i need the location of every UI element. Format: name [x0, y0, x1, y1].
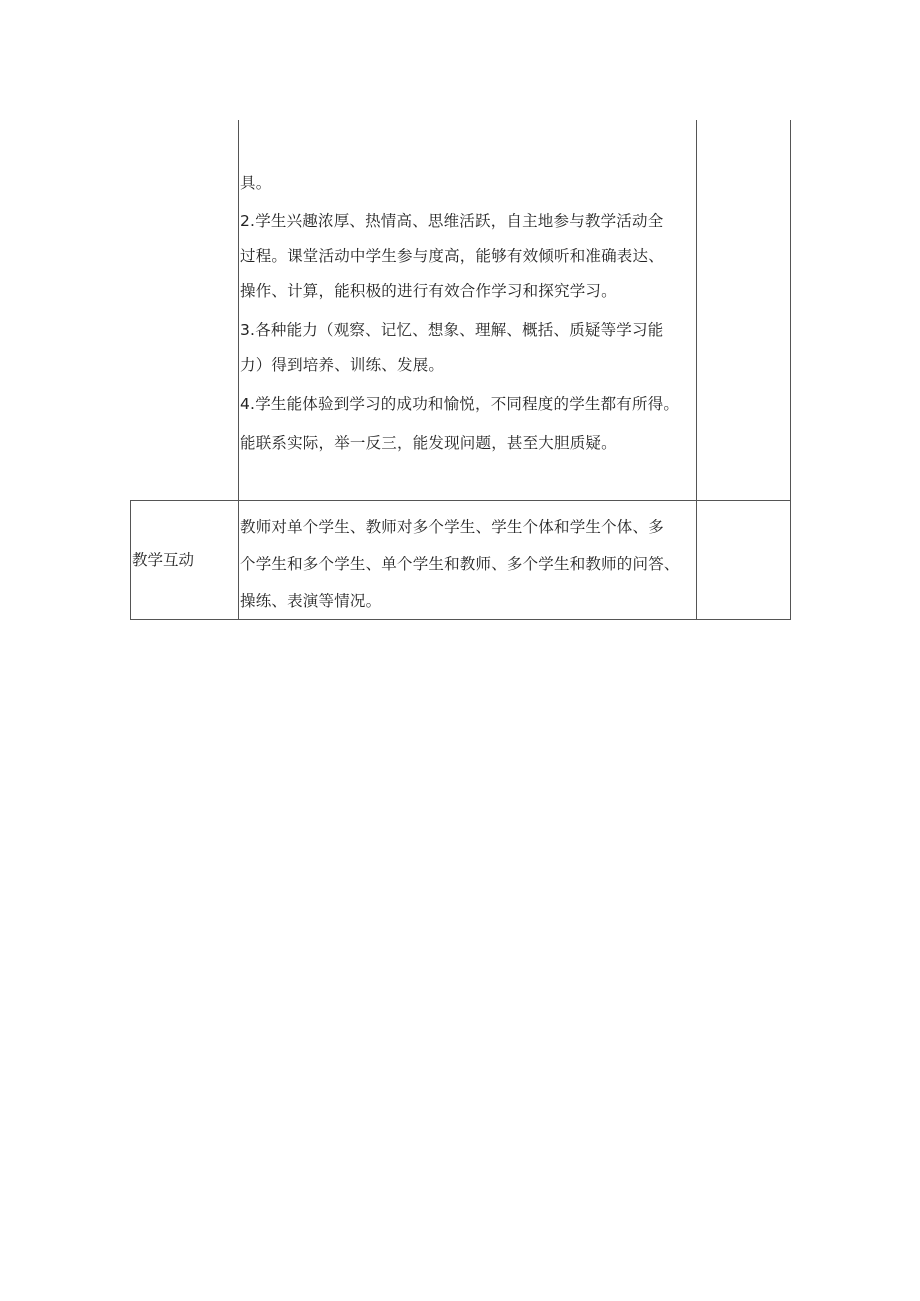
criteria-line: 能联系实际，举一反三，能发现问题，甚至大胆质疑。 — [240, 434, 617, 452]
criteria-line: 具。 — [240, 174, 272, 192]
criteria-line: 过程。课堂活动中学生参与度高，能够有效倾听和准确表达、 — [240, 247, 664, 265]
criteria-line: 操作、计算，能积极的进行有效合作学习和探究学习。 — [240, 282, 617, 300]
row-label: 教学互动 — [132, 551, 195, 569]
criteria-line: 4.学生能体验到学习的成功和愉悦，不同程度的学生都有所得。 — [240, 395, 680, 413]
table-row-divider — [130, 500, 791, 501]
table-border-left — [130, 500, 131, 620]
criteria-line: 3.各种能力（观察、记忆、想象、理解、概括、质疑等学习能 — [240, 321, 664, 339]
criteria-line: 力）得到培养、训练、发展。 — [240, 356, 445, 374]
table-border-col2 — [696, 120, 697, 620]
table-border-col1 — [238, 120, 239, 620]
criteria-line: 2.学生兴趣浓厚、热情高、思维活跃，自主地参与教学活动全 — [240, 212, 664, 230]
criteria-line: 教师对单个学生、教师对多个学生、学生个体和学生个体、多 — [240, 518, 664, 536]
criteria-line: 个学生和多个学生、单个学生和教师、多个学生和教师的问答、 — [240, 555, 680, 573]
criteria-line: 操练、表演等情况。 — [240, 592, 382, 610]
table-border-right — [790, 120, 791, 620]
table-border-bottom — [130, 619, 791, 620]
